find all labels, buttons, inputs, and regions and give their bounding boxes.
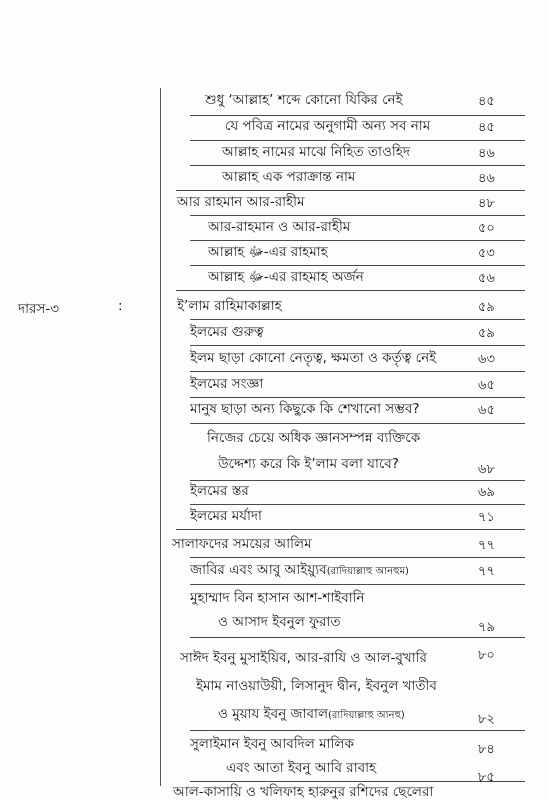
toc-entry-title: আর রাহমান আর-রাহীম: [177, 194, 305, 210]
toc-row-rule: [176, 190, 525, 191]
toc-entry-title: সুলাইমান ইবনু আবদিল মালিক: [190, 736, 354, 752]
toc-row-rule: [190, 584, 525, 585]
toc-row-rule: [190, 165, 525, 166]
toc-row-rule: [190, 345, 525, 346]
toc-entry-main: ও মুয়ায ইবনু জাবাল: [218, 706, 329, 722]
toc-entry-page: ৪৮: [478, 196, 495, 211]
toc-row-rule: [190, 371, 525, 372]
toc-vertical-rule: [160, 88, 161, 786]
toc-row-rule: [190, 637, 525, 638]
toc-entry-page: ৫৯: [478, 300, 495, 315]
toc-entry-page: ৪৫: [478, 94, 495, 109]
toc-entry-page: ৮২: [478, 712, 495, 727]
toc-row-rule: [190, 397, 525, 398]
toc-entry-page: ৮৫: [478, 770, 495, 785]
toc-entry-main: জাবির এবং আবু আইয়্যুব: [190, 562, 327, 578]
toc-entry-note: (রাদিয়াল্লাহু আনহুম): [326, 566, 409, 577]
toc-entry-page: ৫৯: [478, 326, 495, 341]
toc-row-rule: [190, 480, 525, 481]
toc-entry-title: আল-কাসায়ি ও খলিফাহ হারুনুর রশিদের ছেলেরা: [173, 784, 434, 800]
toc-entry-title: আল্লাহ ﷻ-এর রাহমাহ অর্জন: [208, 269, 364, 285]
toc-row-rule: [190, 265, 525, 266]
toc-entry-page: ৭১: [478, 510, 495, 525]
toc-entry-title: সাঈদ ইবনু মুসাইয়িব, আর-রাযি ও আল-বুখারি: [180, 650, 427, 666]
toc-entry-page: ৬৮: [478, 462, 495, 477]
toc-entry-page: ৫৬: [478, 271, 495, 286]
toc-entry-title: আল্লাহ ﷻ-এর রাহমাহ: [208, 244, 328, 260]
toc-entry-page: ৫০: [478, 221, 495, 236]
toc-row-rule: [176, 529, 525, 530]
toc-entry-page: ৮০: [478, 648, 495, 663]
toc-row-rule: [190, 504, 525, 505]
toc-entry-title: মুহাম্মাদ বিন হাসান আশ-শাইবানি: [190, 590, 365, 606]
toc-row-rule: [190, 319, 525, 320]
toc-entry-page: ৪৫: [478, 120, 495, 135]
toc-entry-page: ৭৭: [478, 538, 495, 553]
toc-entry-title: সালাফদের সময়ের আলিম: [172, 536, 312, 552]
toc-entry-title: শুধু ‘আল্লাহ’ শব্দে কোনো যিকির নেই: [205, 92, 403, 108]
toc-entry-page: ৪৬: [478, 171, 495, 186]
toc-row-rule: [176, 290, 525, 291]
toc-entry-title: ইলমের সংজ্ঞা: [190, 376, 264, 392]
toc-entry-note: (রাদিয়াল্লাহু আনহু): [328, 710, 405, 721]
toc-entry-page: ৬৩: [478, 352, 495, 367]
toc-entry-page: ৬৫: [478, 403, 495, 418]
toc-entry-page: ৬৯: [478, 485, 495, 500]
toc-entry-page: ৬৫: [478, 378, 495, 393]
lesson-label: দারস-৩: [18, 301, 60, 317]
toc-entry-page: ৫৩: [478, 246, 495, 261]
toc-row-rule: [190, 781, 525, 782]
toc-entry-title: উদ্দেশ্য করে কি ই’লাম বলা যাবে?: [218, 456, 399, 472]
lesson-colon: :: [118, 298, 123, 314]
toc-entry-page: ৮৪: [478, 742, 495, 757]
toc-row-rule: [190, 557, 525, 558]
toc-entry-title: যে পবিত্র নামের অনুগামী অন্য সব নাম: [225, 118, 431, 134]
toc-entry-page: ৭৭: [478, 564, 495, 579]
toc-entry-title: ই’লাম রাহিমাকাল্লাহ: [177, 298, 282, 314]
toc-entry-title: [190, 562, 409, 580]
toc-entry-title: নিজের চেয়ে অধিক জ্ঞানসম্পন্ন ব্যক্তিকে: [207, 430, 421, 446]
toc-entry-title: ইমাম নাওয়াউয়ী, লিসানুদ দ্বীন, ইবনুল খাতীব: [196, 678, 437, 694]
toc-row-rule: [190, 115, 525, 116]
toc-entry-title: ইলম ছাড়া কোনো নেতৃত্ব, ক্ষমতা ও কর্তৃত্ব নেই: [190, 350, 437, 366]
toc-entry-title: এবং আতা ইবনু আবি রাবাহ: [226, 760, 377, 776]
toc-entry-title: আল্লাহ নামের মাঝে নিহিত তাওহিদ: [222, 144, 410, 160]
toc-row-rule: [190, 215, 525, 216]
toc-entry-page: ৭৯: [478, 620, 495, 635]
toc-entry-title: ইলমের গুরুত্ব: [190, 324, 264, 340]
toc-entry-title: আল্লাহ এক পরাক্রান্ত নাম: [222, 169, 356, 185]
toc-entry-title: মানুষ ছাড়া অন্য কিছুকে কি শেখানো সম্ভব?: [190, 401, 420, 417]
toc-entry-title: ও আসাদ ইবনুল ফুরাত: [218, 614, 341, 630]
toc-entry-title: আর-রাহমান ও আর-রাহীম: [208, 219, 351, 235]
toc-entry-page: ৪৬: [478, 146, 495, 161]
toc-entry-title: ইলমের মর্যাদা: [190, 508, 262, 524]
toc-entry-title: ইলমের স্তর: [190, 483, 249, 499]
toc-entry-title: [218, 706, 405, 724]
toc-row-rule: [190, 240, 525, 241]
toc-row-rule: [190, 140, 525, 141]
toc-row-rule: [190, 423, 525, 424]
toc-row-rule: [190, 730, 525, 731]
